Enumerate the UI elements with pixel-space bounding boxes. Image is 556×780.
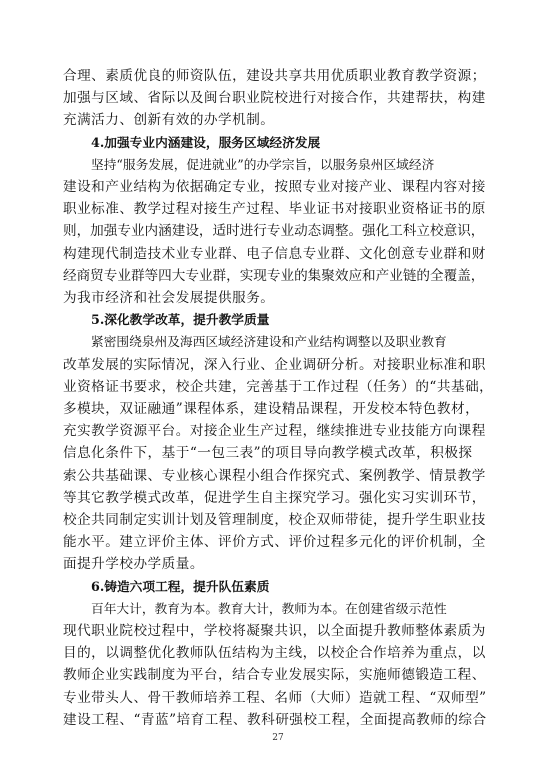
body-text-line: 建设和产业结构为依据确定专业，按照专业对接产业、课程内容对接	[63, 179, 486, 195]
body-text-line: 信息化条件下，基于“一包三表”的项目导向教学模式改革，积极探	[63, 445, 473, 462]
body-text-line: 则，加强专业内涵建设，适时进行专业动态调整。强化工科立校意识，	[63, 223, 485, 240]
body-text-line: 教师企业实践制度为平台，结合专业发展实际，实施师德锻造工程、	[63, 667, 486, 684]
body-text-line: 业资格证书要求，校企共建，完善基于工作过程（任务）的“共基础，	[63, 378, 494, 395]
body-text-line: 充实教学资源平台。对接企业生产过程，继续推进专业技能方向课程	[63, 423, 486, 440]
body-text-line: 合理、素质优良的师资队伍，建设共享共用优质职业教育教学资源；	[63, 68, 486, 84]
body-text-line: 紧密围绕泉州及海西区域经济建设和产业结构调整以及职业教育	[91, 334, 447, 350]
body-text-line: 构建现代制造技术业专业群、电子信息专业群、文化创意专业群和财	[63, 245, 486, 262]
body-text-line: 建设工程、“青蓝”培育工程、教科研强校工程，全面提高教师的综合	[63, 711, 487, 728]
body-text-line: 加强与区域、省际以及闽台职业院校进行对接合作，共建帮扶，构建	[63, 90, 486, 107]
body-text-line: 面提升学校办学质量。	[63, 556, 204, 573]
section-heading: 6.铸造六项工程，提升队伍素质	[91, 578, 270, 594]
body-text-line: 能水平。建立评价主体、评价方式、评价过程多元化的评价机制，全	[63, 534, 486, 551]
body-text-line: 百年大计，教育为本。教育大计，教师为本。在创建省级示范性	[91, 600, 447, 616]
body-text-line: 现代职业院校过程中，学校将凝聚共识，以全面提升教师整体素质为	[63, 623, 486, 639]
body-text-line: 职业标准、教学过程对接生产过程、毕业证书对接职业资格证书的原	[63, 201, 486, 218]
body-text-line: 校企共同制定实训计划及管理制度，校企双师带徒，提升学生职业技	[63, 512, 486, 528]
body-text-line: 索公共基础课、专业核心课程小组合作探究式、案例教学、情景教学	[63, 467, 486, 484]
section-heading: 4.加强专业内涵建设，服务区域经济发展	[91, 134, 321, 150]
body-text-line: 坚持“服务发展，促进就业”的办学宗旨，以服务泉州区域经济	[91, 156, 435, 172]
body-text-line: 多模块，双证融通”课程体系，建设精品课程，开发校本特色教材，	[63, 401, 480, 417]
body-text-line: 为我市经济和社会发展提供服务。	[63, 290, 275, 306]
body-text-line: 改革发展的实际情况，深入行业、企业调研分析。对接职业标准和职	[63, 356, 486, 373]
body-text-line: 等其它教学模式改革，促进学生自主探究学习。强化实习实训环节，	[63, 489, 486, 506]
body-text-line: 经商贸专业群等四大专业群，实现专业的集聚效应和产业链的全覆盖，	[63, 267, 485, 284]
page-number: 27	[272, 733, 284, 743]
body-text-line: 目的，以调整优化教师队伍结构为主线，以校企合作培养为重点，以	[63, 645, 486, 662]
body-text-line: 专业带头人、骨干教师培养工程、名师（大师）造就工程、“双师型”	[63, 689, 487, 706]
section-heading: 5.深化教学改革，提升教学质量	[91, 312, 270, 328]
body-text-line: 充满活力、创新有效的办学机制。	[63, 112, 275, 129]
